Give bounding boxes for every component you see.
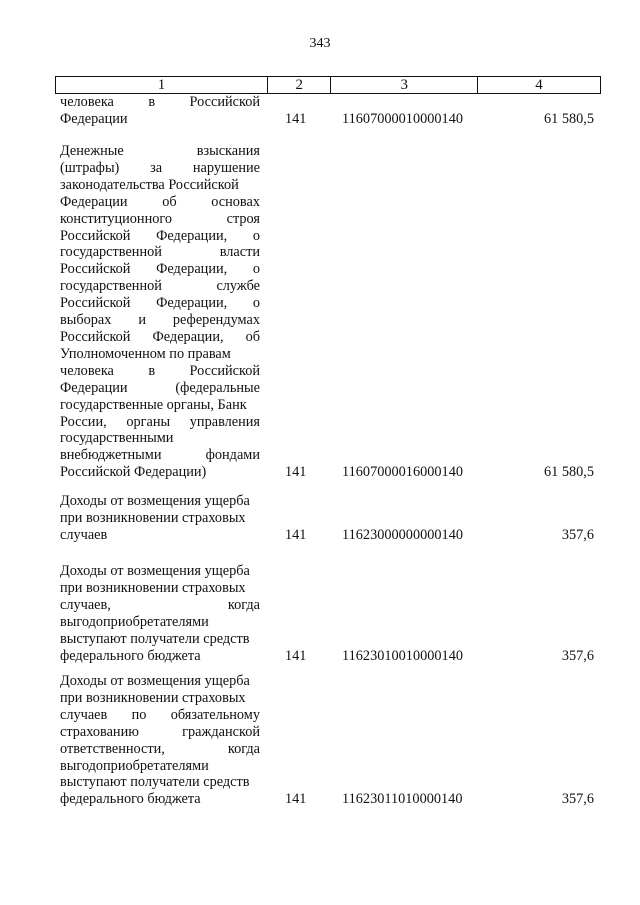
description-word: Российской <box>60 328 131 345</box>
description-word: (федеральные <box>175 379 260 396</box>
description-word: выступают получатели средств <box>60 774 250 791</box>
description-word: государственной <box>60 278 162 295</box>
description-word: основах <box>211 193 260 210</box>
description-word: Федерации <box>60 379 128 396</box>
description-line <box>60 493 260 510</box>
row-description <box>60 673 260 808</box>
description-line <box>60 244 260 261</box>
description-line <box>60 397 260 414</box>
description-word: законодательства Российской <box>60 176 239 193</box>
description-word: строя <box>226 210 260 227</box>
description-line <box>60 380 260 397</box>
description-line <box>60 228 260 245</box>
description-line <box>60 346 260 363</box>
admin-code-cell: 141 <box>285 526 307 543</box>
description-line <box>60 414 260 431</box>
column-header-row <box>55 76 601 94</box>
amount-cell: 61 580,5 <box>543 110 594 127</box>
description-word: в <box>148 362 156 379</box>
admin-code-cell: 141 <box>285 791 307 808</box>
row-description <box>60 493 260 544</box>
description-word: выгодоприобретателями <box>60 757 209 774</box>
description-word: ответственности, <box>60 740 165 757</box>
description-line <box>60 707 260 724</box>
description-word: федерального бюджета <box>60 647 201 664</box>
description-word: человека <box>60 362 114 379</box>
description-line <box>60 447 260 464</box>
description-word: выборах <box>60 312 112 329</box>
row-description <box>60 143 260 481</box>
description-word: службе <box>216 278 260 295</box>
description-word: об <box>162 193 177 210</box>
description-word: Федерации, <box>156 295 228 312</box>
description-word: случаев <box>60 706 108 723</box>
column-header-2: 2 <box>268 77 331 94</box>
column-header-3: 3 <box>331 77 478 94</box>
description-word: государственной <box>60 244 162 261</box>
description-word: о <box>252 295 260 312</box>
description-word: Федерации <box>60 110 128 127</box>
description-word: человека <box>60 94 114 110</box>
description-word: случаев <box>60 526 108 543</box>
description-line <box>60 143 260 160</box>
description-word: за <box>150 159 163 176</box>
description-word: в <box>148 94 156 110</box>
description-word: о <box>252 227 260 244</box>
description-word: конституционного <box>60 210 173 227</box>
description-word: Российской <box>60 261 131 278</box>
description-line <box>60 177 260 194</box>
row-description <box>60 94 260 128</box>
description-word: обязательному <box>170 706 260 723</box>
description-word: Российской Федерации) <box>60 464 207 481</box>
description-line <box>60 94 260 111</box>
description-line <box>60 673 260 690</box>
description-word: при возникновении страховых <box>60 689 246 706</box>
description-word: внебюджетными <box>60 447 162 464</box>
description-line <box>60 597 260 614</box>
description-word: власти <box>219 244 260 261</box>
description-line <box>60 464 260 481</box>
amount-cell: 357,6 <box>561 647 594 664</box>
description-word: выгодоприобретателями <box>60 613 209 630</box>
description-word: гражданской <box>182 723 260 740</box>
description-line <box>60 690 260 707</box>
description-word: Российской <box>60 227 131 244</box>
description-word: Российской <box>189 94 260 110</box>
description-line <box>60 724 260 741</box>
description-line <box>60 741 260 758</box>
description-line <box>60 295 260 312</box>
description-word: страхованию <box>60 723 139 740</box>
column-header-1: 1 <box>56 77 268 94</box>
admin-code-cell: 141 <box>285 110 307 127</box>
description-line <box>60 211 260 228</box>
description-word: случаев, <box>60 596 111 613</box>
description-line <box>60 631 260 648</box>
description-line <box>60 278 260 295</box>
description-line <box>60 791 260 808</box>
description-word: об <box>245 328 260 345</box>
description-word: Российской <box>189 362 260 379</box>
description-word: Денежные <box>60 143 124 159</box>
description-word: России, <box>60 413 107 430</box>
description-line <box>60 527 260 544</box>
description-word: фондами <box>205 447 260 464</box>
description-line <box>60 329 260 346</box>
amount-cell: 61 580,5 <box>543 464 594 481</box>
description-word: референдумах <box>172 312 260 329</box>
description-line <box>60 648 260 665</box>
description-line <box>60 758 260 775</box>
page-number: 343 <box>309 36 331 51</box>
description-line <box>60 312 260 329</box>
description-word: (штрафы) <box>60 159 120 176</box>
description-word: о <box>252 261 260 278</box>
column-header-4: 4 <box>478 77 601 94</box>
description-word: нарушение <box>192 159 260 176</box>
description-word: Российской <box>60 295 131 312</box>
description-word: Федерации <box>60 193 128 210</box>
description-word: Федерации, <box>156 227 228 244</box>
description-line <box>60 111 260 128</box>
description-word: Доходы от возмещения ущерба <box>60 673 250 689</box>
description-word: Федерации, <box>156 261 228 278</box>
description-word: когда <box>227 596 260 613</box>
description-word: Уполномоченном по правам <box>60 345 231 362</box>
description-word: Федерации, <box>152 328 224 345</box>
description-word: государственными <box>60 430 174 447</box>
description-word: взыскания <box>196 143 260 159</box>
description-word: по <box>131 706 147 723</box>
description-word: Доходы от возмещения ущерба <box>60 563 250 579</box>
description-word: управления <box>189 413 260 430</box>
description-word: федерального бюджета <box>60 791 201 808</box>
description-line <box>60 430 260 447</box>
description-line <box>60 363 260 380</box>
description-line <box>60 614 260 631</box>
description-word: государственные органы, Банк <box>60 396 247 413</box>
budget-code-cell: 11623000000000140 <box>342 526 463 543</box>
budget-code-cell: 11607000016000140 <box>342 464 463 481</box>
description-word: Доходы от возмещения ущерба <box>60 493 250 509</box>
description-word: при возникновении страховых <box>60 579 246 596</box>
description-line <box>60 774 260 791</box>
budget-code-cell: 11623010010000140 <box>342 647 463 664</box>
admin-code-cell: 141 <box>285 647 307 664</box>
description-line <box>60 580 260 597</box>
description-line <box>60 261 260 278</box>
amount-cell: 357,6 <box>561 526 594 543</box>
description-word: органы <box>126 413 171 430</box>
description-line <box>60 563 260 580</box>
description-line <box>60 194 260 211</box>
budget-code-cell: 11607000010000140 <box>342 110 463 127</box>
description-word: при возникновении страховых <box>60 509 246 526</box>
row-description <box>60 563 260 664</box>
description-word: выступают получатели средств <box>60 630 250 647</box>
description-word: когда <box>227 740 260 757</box>
description-line <box>60 510 260 527</box>
budget-code-cell: 11623011010000140 <box>342 791 463 808</box>
description-line <box>60 160 260 177</box>
description-word: и <box>138 312 146 329</box>
admin-code-cell: 141 <box>285 464 307 481</box>
amount-cell: 357,6 <box>561 791 594 808</box>
